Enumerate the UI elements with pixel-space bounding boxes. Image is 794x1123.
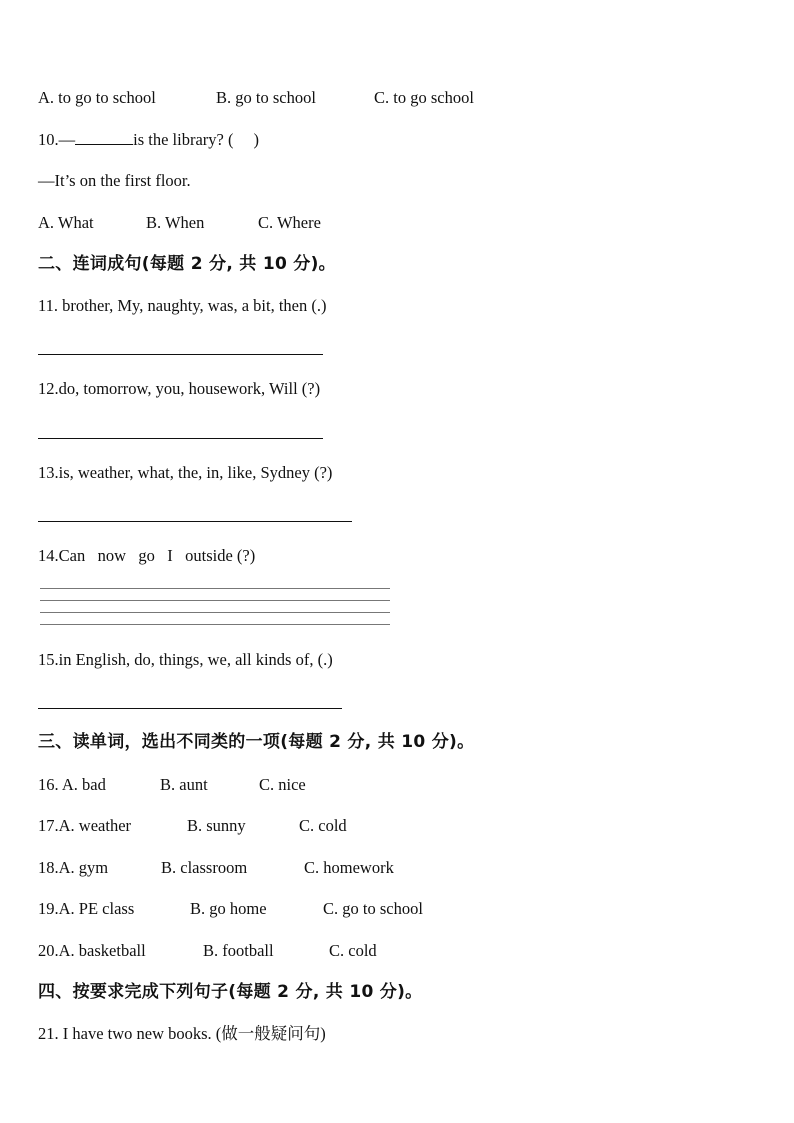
q10-option-a: A. What — [38, 213, 94, 232]
q10-paren-close: ) — [253, 130, 259, 149]
q9-option-b: B. go to school — [216, 88, 316, 107]
section-2-heading: 二、连词成句(每题 2 分, 共 10 分)。 — [38, 254, 336, 274]
q17-option-a: 17.A. weather — [38, 816, 132, 835]
q16-option-c: C. nice — [259, 775, 306, 794]
q20-option-a: 20.A. basketball — [38, 941, 146, 960]
q18-option-c: C. homework — [304, 858, 394, 877]
q20-option-b: B. football — [203, 941, 274, 960]
q20-option-c: C. cold — [329, 941, 377, 960]
q9-option-c: C. to go school — [374, 88, 474, 107]
section-4-heading: 四、按要求完成下列句子(每题 2 分, 共 10 分)。 — [38, 982, 423, 1002]
q15-answer-line[interactable] — [38, 708, 342, 709]
q10-option-c: C. Where — [258, 213, 321, 232]
q14-writing-line-3[interactable] — [40, 612, 390, 613]
q15-prompt: 15.in English, do, things, we, all kinds of, (.) — [38, 650, 333, 669]
q11-prompt: 11. brother, My, naughty, was, a bit, then (.) — [38, 296, 327, 315]
q10-question — [38, 130, 259, 150]
q19-option-b: B. go home — [190, 899, 267, 918]
q14-writing-line-4[interactable] — [40, 624, 390, 625]
q14-writing-line-2[interactable] — [40, 600, 390, 601]
q9-option-a: A. to go to school — [38, 88, 156, 107]
q17-option-b: B. sunny — [187, 816, 246, 835]
q10-text: is the library? ( — [133, 130, 234, 149]
q12-prompt: 12.do, tomorrow, you, housework, Will (?) — [38, 379, 321, 398]
q11-answer-line[interactable] — [38, 354, 323, 355]
q19-option-a: 19.A. PE class — [38, 899, 135, 918]
q10-answer: —It’s on the first floor. — [38, 171, 191, 190]
section-3-heading: 三、读单词，选出不同类的一项(每题 2 分, 共 10 分)。 — [38, 732, 475, 752]
q21-prompt: 21. I have two new books. (做一般疑问句) — [38, 1024, 326, 1043]
q14-prompt: 14.Can now go I outside (?) — [38, 546, 256, 565]
q16-option-a: 16. A. bad — [38, 775, 106, 794]
q13-answer-line[interactable] — [38, 521, 352, 522]
q14-writing-line-1[interactable] — [40, 588, 390, 589]
q18-option-b: B. classroom — [161, 858, 248, 877]
answer-blank[interactable] — [75, 130, 133, 145]
q10-number: 10.— — [38, 130, 76, 149]
q12-answer-line[interactable] — [38, 438, 323, 439]
q13-prompt: 13.is, weather, what, the, in, like, Sydney (?) — [38, 463, 333, 482]
q17-option-c: C. cold — [299, 816, 347, 835]
q19-option-c: C. go to school — [323, 899, 423, 918]
q18-option-a: 18.A. gym — [38, 858, 109, 877]
q10-option-b: B. When — [146, 213, 205, 232]
q16-option-b: B. aunt — [160, 775, 208, 794]
